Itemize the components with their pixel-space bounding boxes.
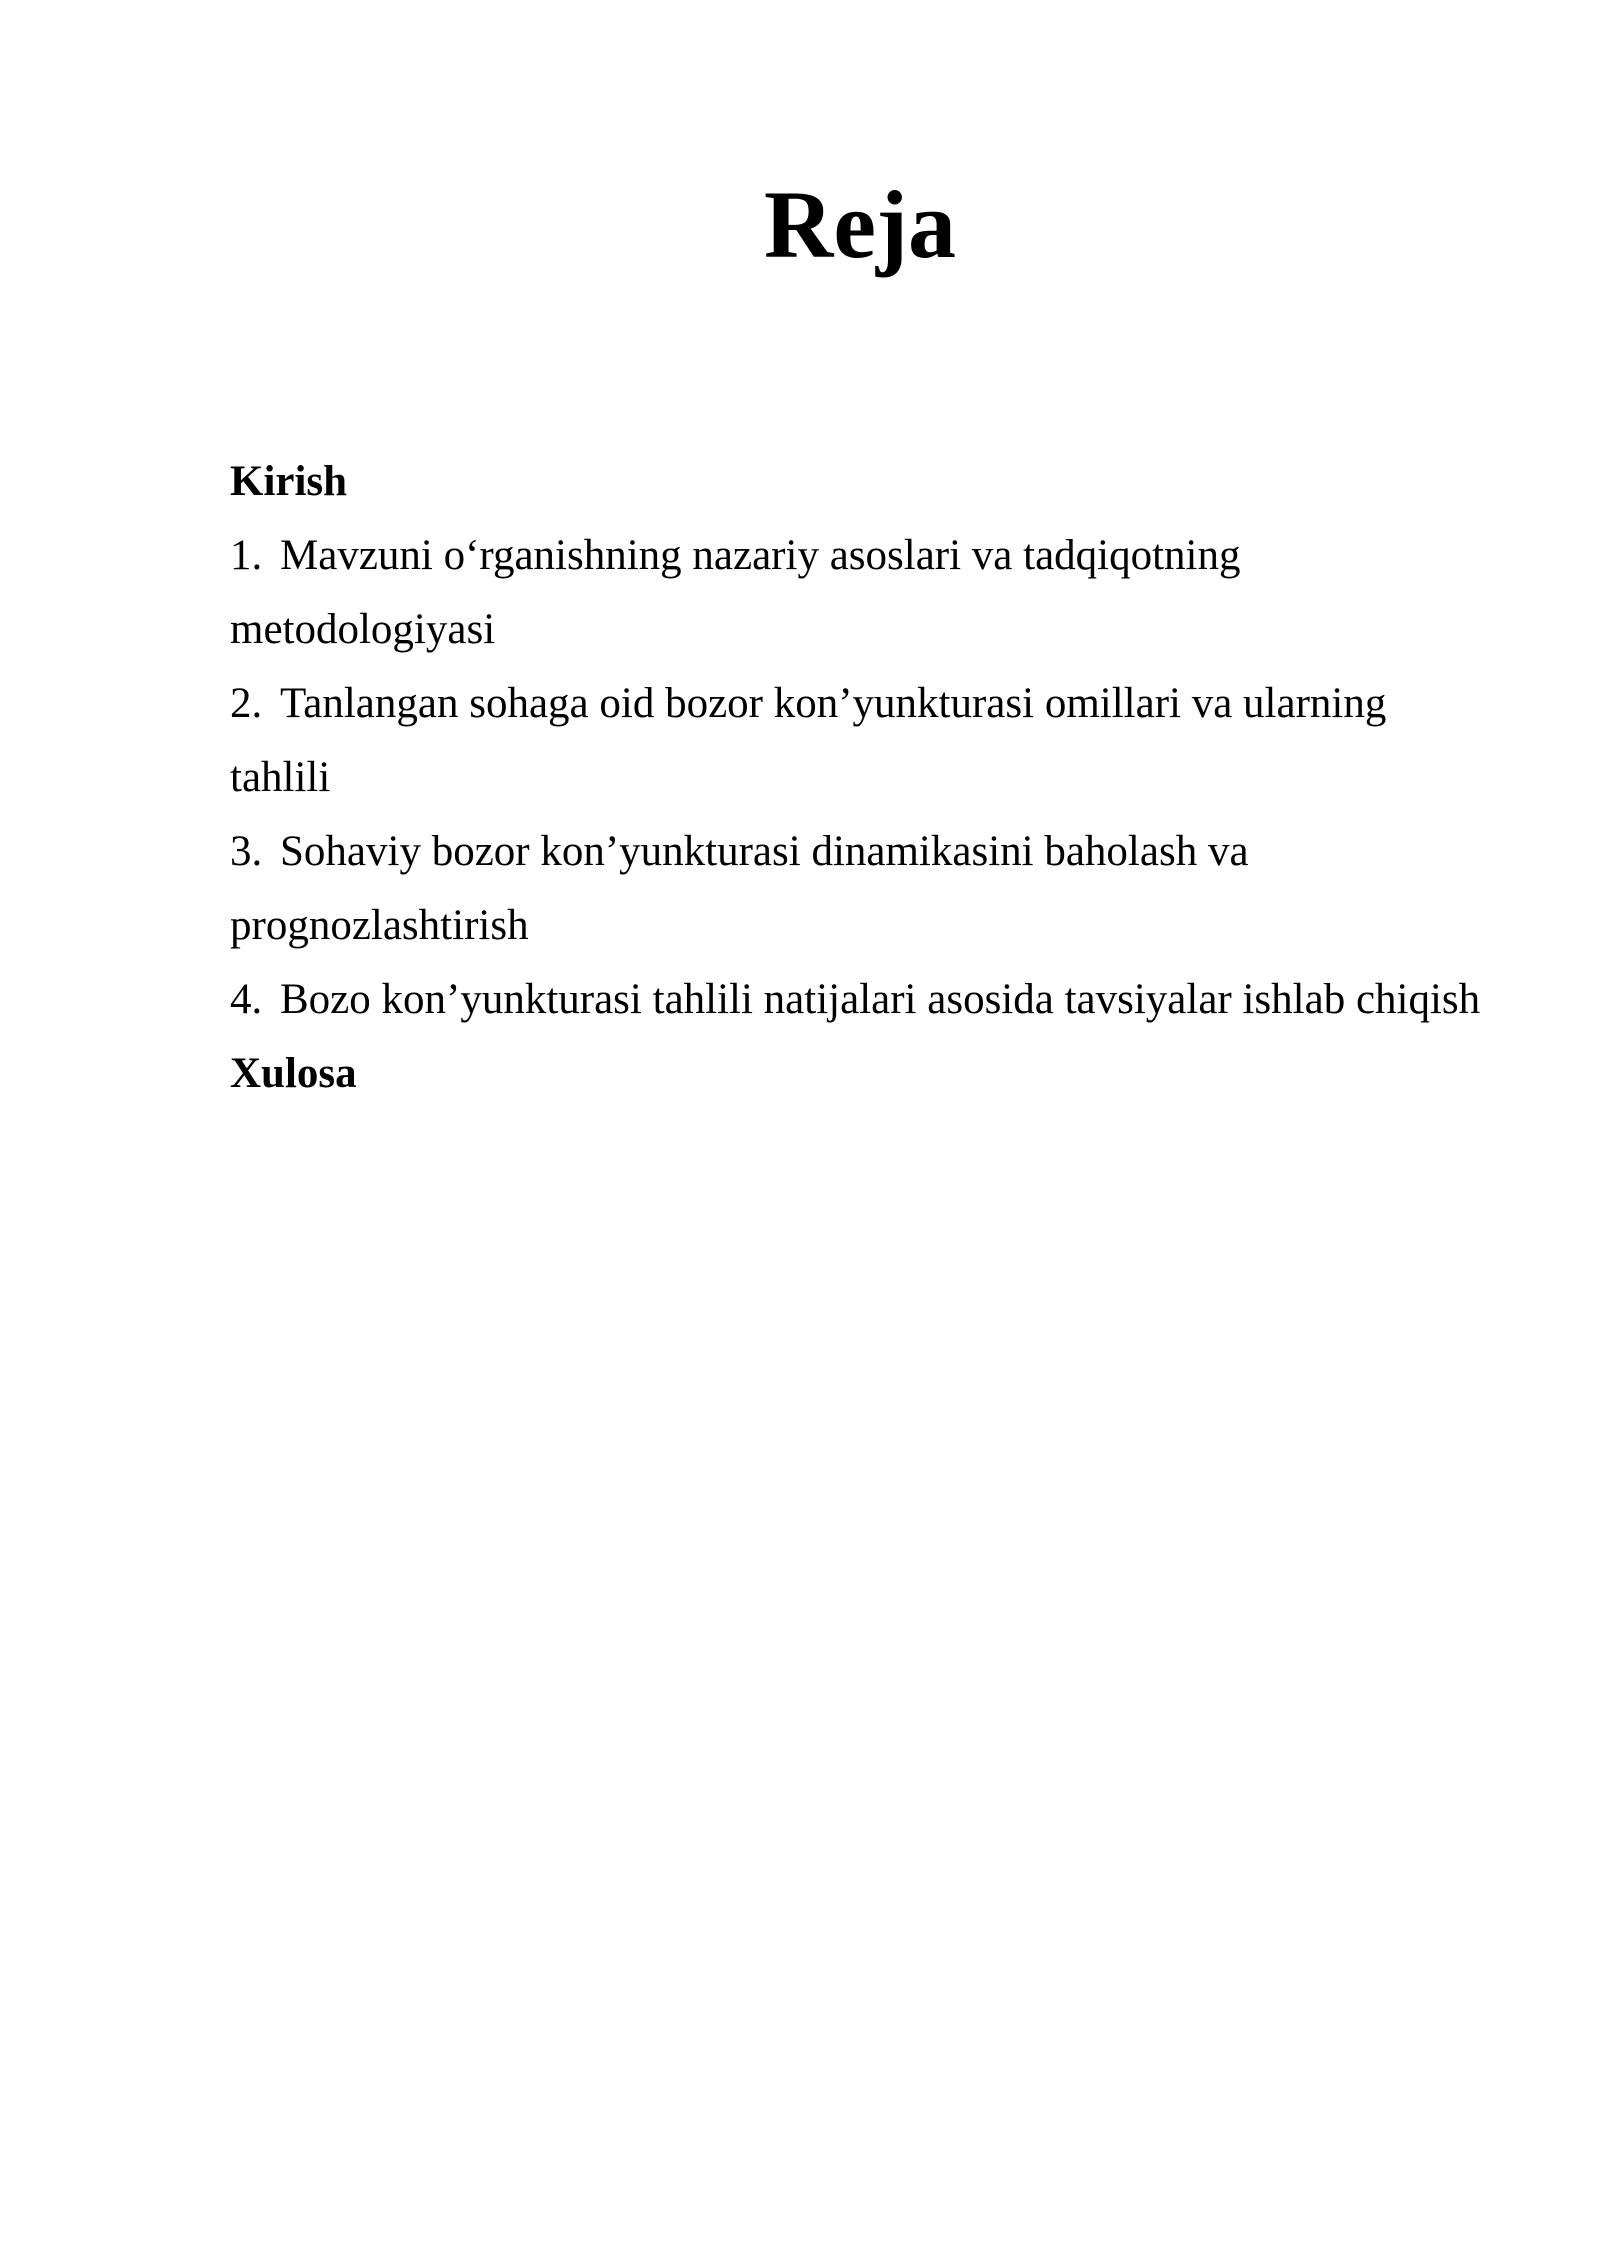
plan-item-number: 3.	[230, 828, 263, 875]
plan-item-3	[230, 815, 1490, 963]
plan-item-text: Sohaviy bozor kon’yunkturasi dinamikasini baholash va prognozlashtirish	[230, 828, 1249, 949]
plan-item-text: Bozo kon’yunkturasi tahlili natijalari asosida tavsiyalar ishlab chiqish	[280, 976, 1481, 1023]
plan-item-1	[230, 519, 1490, 667]
plan-item-number: 1.	[230, 532, 263, 579]
plan-intro: Kirish	[230, 458, 348, 505]
plan-conclusion: Xulosa	[230, 1050, 357, 1097]
plan-item-text: Tanlangan sohaga oid bozor kon’yunkturasi omillari va ularning tahlili	[230, 680, 1387, 801]
page-title: Reja	[764, 171, 956, 278]
plan-item-number: 4.	[230, 976, 263, 1023]
plan-item-text: Mavzuni o‘rganishning nazariy asoslari va tadqiqotning metodologiyasi	[230, 532, 1241, 653]
plan-list	[230, 445, 1490, 1111]
plan-item-4	[230, 963, 1490, 1037]
plan-item-2	[230, 667, 1490, 815]
plan-item-number: 2.	[230, 680, 263, 727]
